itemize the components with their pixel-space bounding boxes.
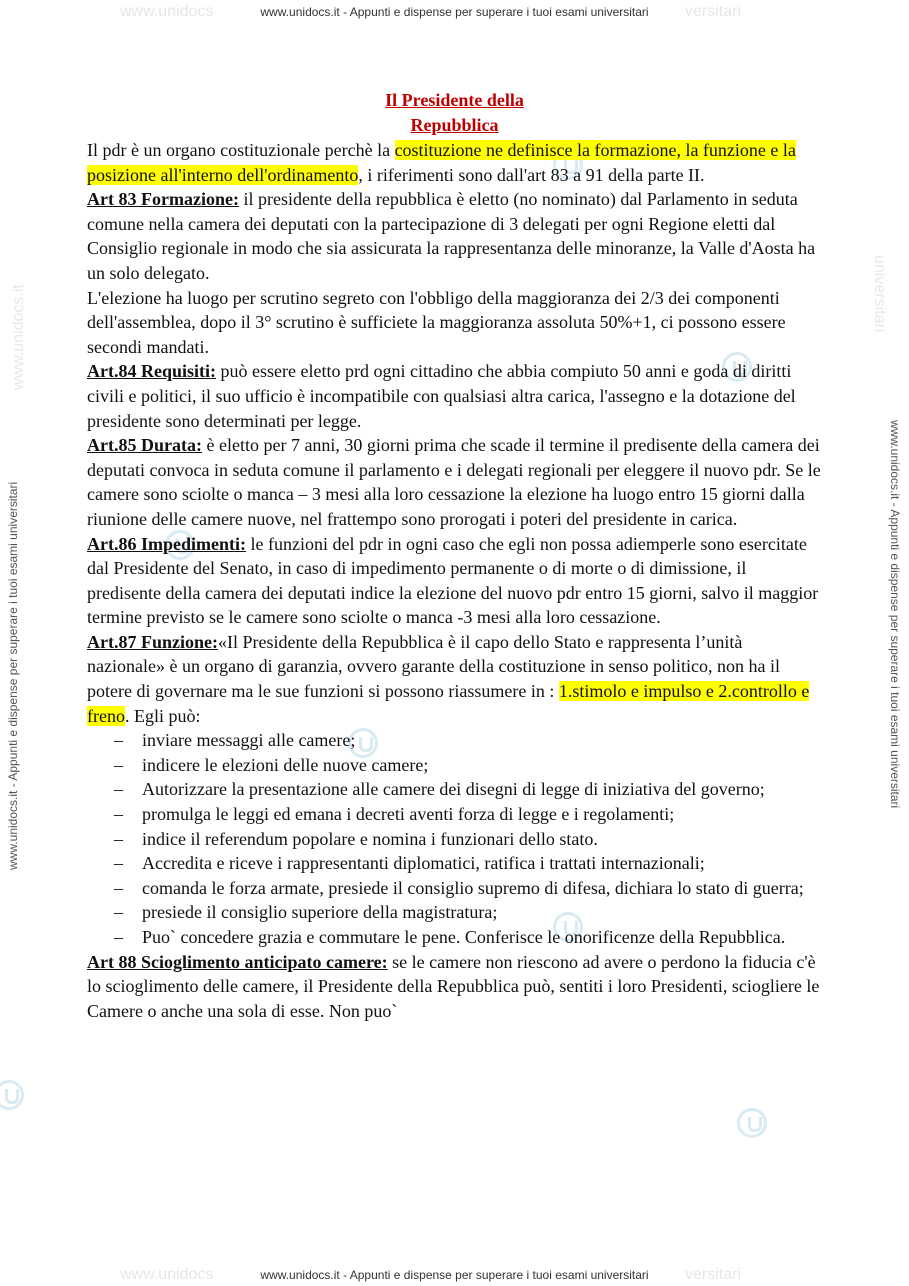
intro-text-end: , i riferimenti sono dall'art 83 a 91 della parte II. <box>358 164 705 185</box>
side-watermark-right: www.unidocs.it - Appunti e dispense per superare i tuoi esami universitari <box>888 420 902 809</box>
art88-paragraph <box>87 950 822 1024</box>
functions-list <box>87 728 822 949</box>
header-watermark <box>0 5 909 19</box>
art87-text-end: . Egli può: <box>124 705 201 726</box>
art83-heading: Art 83 Formazione: <box>87 189 239 210</box>
title-line-1: Il Presidente della <box>385 90 524 110</box>
art87-paragraph <box>87 630 822 728</box>
watermark-logo-icon <box>0 1080 24 1110</box>
art85-text: è eletto per 7 anni, 30 giorni prima che scade il termine il predisente della camera dei deputati convoca in seduta comune il parlamento e i delegati regionali per eleggere il nuovo pdr. Se le camere sono sciolte o manca – 3 mesi alla loro cessazione la elezione ha luogo entro 15 giorni dalla riunione delle camere nuove, nel frattempo sono prorogati i poteri del presidente in carica. <box>87 435 821 529</box>
list-item: – indice il referendum popolare e nomina i funzionari dello stato. <box>142 827 822 852</box>
footer-watermark <box>0 1268 909 1282</box>
art87-text: «Il Presidente della Repubblica è il capo dello Stato e rappresenta l’unità nazionale» è un organo di garanzia, ovvero garante della costituzione in senso politico, non ha il potere di governare ma le sue funzioni si possono riassumere in : <box>87 631 780 702</box>
art87-heading: Art.87 Funzione: <box>87 631 218 652</box>
list-item: – comanda le forza armate, presiede il consiglio supremo di difesa, dichiara lo stato di guerra; <box>142 876 822 901</box>
art83-paragraph <box>87 187 822 285</box>
list-item: – Puo` concedere grazia e commutare le pene. Conferisce le onorificenze della Repubblica. <box>142 925 822 950</box>
art86-paragraph <box>87 532 822 630</box>
side-ghost-right: universitari <box>871 255 888 333</box>
document-body <box>87 88 822 1023</box>
header-watermark-text: www.unidocs.it - Appunti e dispense per superare i tuoi esami universitari <box>260 5 649 19</box>
side-ghost-left: www.unidocs.it <box>10 284 27 390</box>
art87-highlight: 1.stimolo e impulso e 2.controllo e freno <box>87 681 810 726</box>
art86-heading: Art.86 Impedimenti: <box>87 533 246 554</box>
art88-heading: Art 88 Scioglimento anticipato camere: <box>87 951 388 972</box>
ghost-watermark-right: versitari <box>685 1266 742 1283</box>
intro-paragraph <box>87 138 822 187</box>
list-item: – inviare messaggi alle camere; <box>142 728 822 753</box>
list-item: – promulga le leggi ed emana i decreti aventi forza di legge e i regolamenti; <box>142 802 822 827</box>
list-item: – indicere le elezioni delle nuove camere; <box>142 753 822 778</box>
art84-text: può essere eletto prd ogni cittadino che abbia compiuto 50 anni e goda di diritti civili e politici, il suo ufficio è incompatibile con qualsiasi altra carica, l'assegno e la dotazione del presidente sono determinati per legge. <box>87 361 796 431</box>
art85-heading: Art.85 Durata: <box>87 435 202 456</box>
watermark-logo-icon <box>737 1108 767 1138</box>
ghost-watermark-right: versitari <box>685 3 742 20</box>
art85-paragraph <box>87 433 822 531</box>
list-item: – Autorizzare la presentazione alle camere dei disegni di legge di iniziativa del governo; <box>142 777 822 802</box>
art83-text: il presidente della repubblica è eletto (no nominato) dal Parlamento in seduta comune nella camera dei deputati con la partecipazione di 3 delegati per ogni Regione eletti dal Consiglio regionale in modo che sia assicurata la rappresentanza delle minoranze, la Valle d'Aosta ha un solo delegato. <box>87 189 816 283</box>
document-title <box>87 88 822 138</box>
art88-text: se le camere non riescono ad avere o perdono la fiducia c'è lo scioglimento delle camere, il Presidente della Repubblica può, sentiti i loro Presidenti, sciogliere le Camere o anche una sola di esse. Non puo` <box>87 951 820 1021</box>
footer-watermark-text: www.unidocs.it - Appunti e dispense per superare i tuoi esami universitari <box>260 1268 649 1282</box>
title-line-2: Repubblica <box>410 115 499 135</box>
ghost-watermark-left: www.unidocs <box>120 1266 214 1283</box>
art86-text: le funzioni del pdr in ogni caso che egli non possa adiemperle sono esercitate dal Presidente del Senato, in caso di impedimento permanente o di morte o di dimissione, il predisente della camera dei deputati indice la elezione del nuovo pdr entro 15 giorni, salvo il maggior termine previsto se le camere sono sciolte o manca -3 mesi alla loro cessazione. <box>87 533 819 628</box>
intro-highlight: costituzione ne definisce la formazione, la funzione e la posizione all'interno dell'ordinamento <box>87 140 796 185</box>
art84-paragraph <box>87 359 822 433</box>
art84-heading: Art.84 Requisiti: <box>87 361 216 382</box>
ghost-watermark-left: www.unidocs <box>120 3 214 20</box>
art83-paragraph-2: L'elezione ha luogo per scrutino segreto con l'obbligo della maggioranza dei 2/3 dei componenti dell'assemblea, dopo il 3° scrutino è sufficiete la maggioranza assoluta 50%+1, ci possono essere secondi mandati. <box>87 287 786 357</box>
side-watermark-left: www.unidocs.it - Appunti e dispense per superare i tuoi esami universitari <box>6 481 20 870</box>
list-item: – Accredita e riceve i rappresentanti diplomatici, ratifica i trattati internazionali; <box>142 851 822 876</box>
list-item: – presiede il consiglio superiore della magistratura; <box>142 900 822 925</box>
intro-text: Il pdr è un organo costituzionale perchè la <box>87 140 395 160</box>
